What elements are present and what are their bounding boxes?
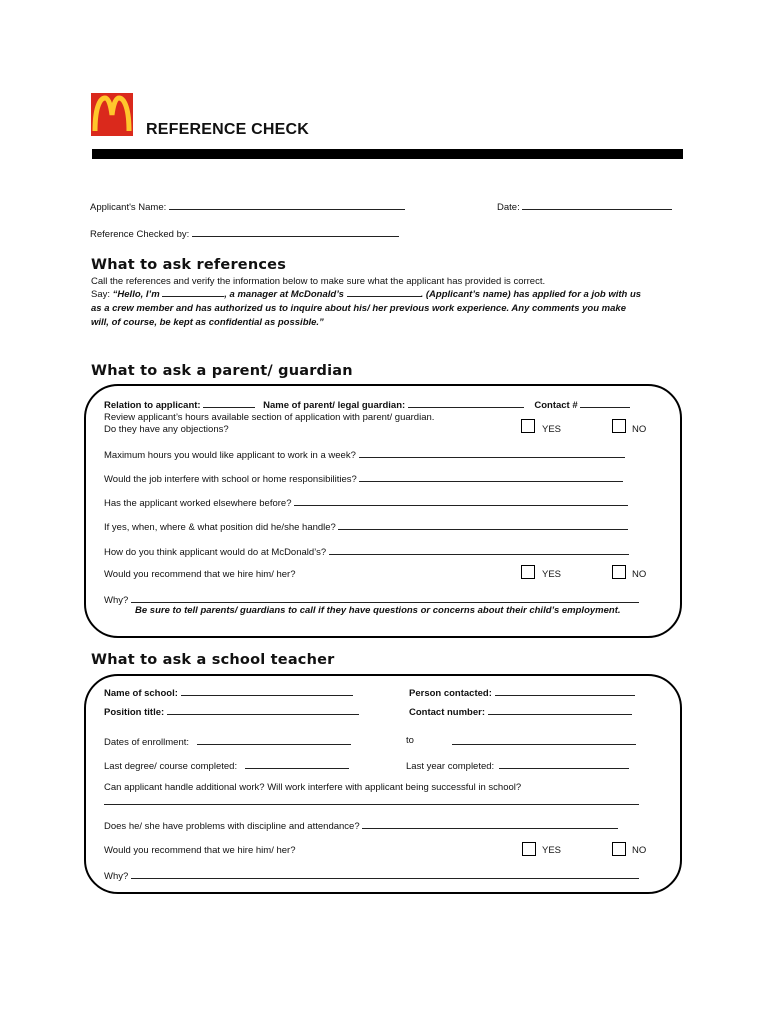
position-row	[104, 520, 628, 533]
person-line[interactable]	[495, 686, 635, 696]
parent-recommend-no-checkbox[interactable]	[612, 565, 626, 579]
teacher-heading: What to ask a school teacher	[91, 652, 335, 668]
max-hours-row	[104, 448, 625, 461]
additional-answer-line[interactable]	[104, 804, 639, 805]
objections-question: Do they have any objections?	[104, 424, 229, 435]
worked-row	[104, 496, 628, 509]
interfere-line[interactable]	[359, 472, 623, 482]
say-line-2: as a crew member and has authorized us to inquire about his/ her previous work experience. Any comments you make	[91, 303, 626, 314]
teacher-recommend-no-label: NO	[632, 845, 647, 856]
enrollment-end-line[interactable]	[452, 735, 636, 745]
objections-no-checkbox[interactable]	[612, 419, 626, 433]
objections-yes-label: YES	[542, 424, 562, 435]
review-line: Review applicant’s hours available section of application with parent/ guardian.	[104, 412, 435, 423]
say-label: Say:	[91, 289, 111, 300]
guardian-name-label: Name of parent/ legal guardian:	[263, 400, 406, 411]
contact-number-label: Contact number:	[409, 707, 485, 718]
enrollment-end-row	[452, 735, 636, 748]
discipline-line[interactable]	[362, 819, 618, 829]
parent-recommend-yes-checkbox[interactable]	[521, 565, 535, 579]
enrollment-label: Dates of enrollment:	[104, 737, 190, 748]
relation-line[interactable]	[203, 398, 255, 408]
contact-number-line[interactable]	[488, 705, 632, 715]
teacher-recommend-question: Would you recommend that we hire him/ her?	[104, 845, 296, 856]
date-label: Date:	[497, 202, 520, 213]
last-year-row	[406, 759, 629, 772]
interfere-row	[104, 472, 623, 485]
objections-no-label: NO	[632, 424, 647, 435]
max-hours-question: Maximum hours you would like applicant to work in a week?	[104, 450, 356, 461]
mcdonalds-logo	[91, 93, 133, 136]
last-degree-line[interactable]	[245, 759, 349, 769]
teacher-recommend-no-checkbox[interactable]	[612, 842, 626, 856]
parent-why-line[interactable]	[131, 593, 639, 603]
teacher-recommend-yes-checkbox[interactable]	[522, 842, 536, 856]
teacher-why-line[interactable]	[131, 869, 639, 879]
applicant-name-field[interactable]	[90, 200, 405, 213]
manager-name-line[interactable]	[162, 288, 224, 297]
position-title-label: Position title:	[104, 707, 165, 718]
last-degree-label: Last degree/ course completed:	[104, 761, 238, 772]
say-line-3: will, of course, be kept as confidential as possible.”	[91, 317, 324, 328]
guardian-name-line[interactable]	[408, 398, 524, 408]
contact-label: Contact #	[534, 400, 578, 411]
quote-part-3: . (Applicant’s name) has applied for a job with us	[420, 289, 642, 300]
enrollment-start-line[interactable]	[197, 735, 351, 745]
parent-recommend-question: Would you recommend that we hire him/ her?	[104, 569, 296, 580]
parent-recommend-yes-label: YES	[542, 569, 562, 580]
store-name-line[interactable]	[347, 288, 421, 297]
teacher-why-row	[104, 869, 639, 882]
say-line-1	[91, 288, 641, 302]
checked-by-line[interactable]	[192, 227, 399, 237]
discipline-row	[104, 819, 618, 832]
parent-heading: What to ask a parent/ guardian	[91, 363, 353, 379]
date-line[interactable]	[522, 200, 672, 210]
worked-question: Has the applicant worked elsewhere before?	[104, 498, 292, 509]
quote-part-1: “Hello, I’m	[112, 289, 160, 300]
contact-line[interactable]	[580, 398, 630, 408]
last-degree-row	[104, 759, 349, 772]
objections-yes-checkbox[interactable]	[521, 419, 535, 433]
golden-arches-icon	[91, 93, 133, 136]
enrollment-to-label: to	[406, 735, 414, 746]
interfere-question: Would the job interfere with school or home responsibilities?	[104, 474, 357, 485]
checked-by-field[interactable]	[90, 227, 399, 240]
parent-note: Be sure to tell parents/ guardians to call if they have questions or concerns about their child’s employment.	[135, 605, 621, 616]
checked-by-label: Reference Checked by:	[90, 229, 190, 240]
date-field[interactable]	[497, 200, 672, 213]
parent-info-row	[104, 398, 630, 411]
school-label: Name of school:	[104, 688, 178, 699]
relation-label: Relation to applicant:	[104, 400, 201, 411]
position-question: If yes, when, where & what position did he/she handle?	[104, 522, 336, 533]
intro-instruction: Call the references and verify the information below to make sure what the applicant has provided is correct.	[91, 276, 546, 287]
person-row	[409, 686, 635, 699]
position-line[interactable]	[338, 520, 628, 530]
teacher-recommend-yes-label: YES	[542, 845, 562, 856]
enrollment-row	[104, 735, 351, 748]
school-row	[104, 686, 353, 699]
quote-part-2: , a manager at McDonald’s	[224, 289, 344, 300]
school-line[interactable]	[181, 686, 353, 696]
teacher-why-label: Why?	[104, 871, 129, 882]
page-title: REFERENCE CHECK	[146, 121, 310, 138]
parent-recommend-no-label: NO	[632, 569, 647, 580]
discipline-question: Does he/ she have problems with discipline and attendance?	[104, 821, 360, 832]
title-divider	[92, 149, 683, 159]
additional-question: Can applicant handle additional work? Will work interfere with applicant being successful in school?	[104, 782, 522, 793]
last-year-line[interactable]	[499, 759, 629, 769]
applicant-name-line[interactable]	[169, 200, 405, 210]
do-row	[104, 545, 629, 558]
parent-why-label: Why?	[104, 595, 129, 606]
max-hours-line[interactable]	[359, 448, 625, 458]
contact-number-row	[409, 705, 632, 718]
applicant-name-label: Applicant's Name:	[90, 202, 167, 213]
do-question: How do you think applicant would do at McDonald’s?	[104, 547, 327, 558]
do-line[interactable]	[329, 545, 629, 555]
position-title-line[interactable]	[167, 705, 359, 715]
worked-line[interactable]	[294, 496, 628, 506]
person-label: Person contacted:	[409, 688, 492, 699]
position-title-row	[104, 705, 359, 718]
last-year-label: Last year completed:	[406, 761, 495, 772]
references-heading: What to ask references	[91, 257, 287, 273]
